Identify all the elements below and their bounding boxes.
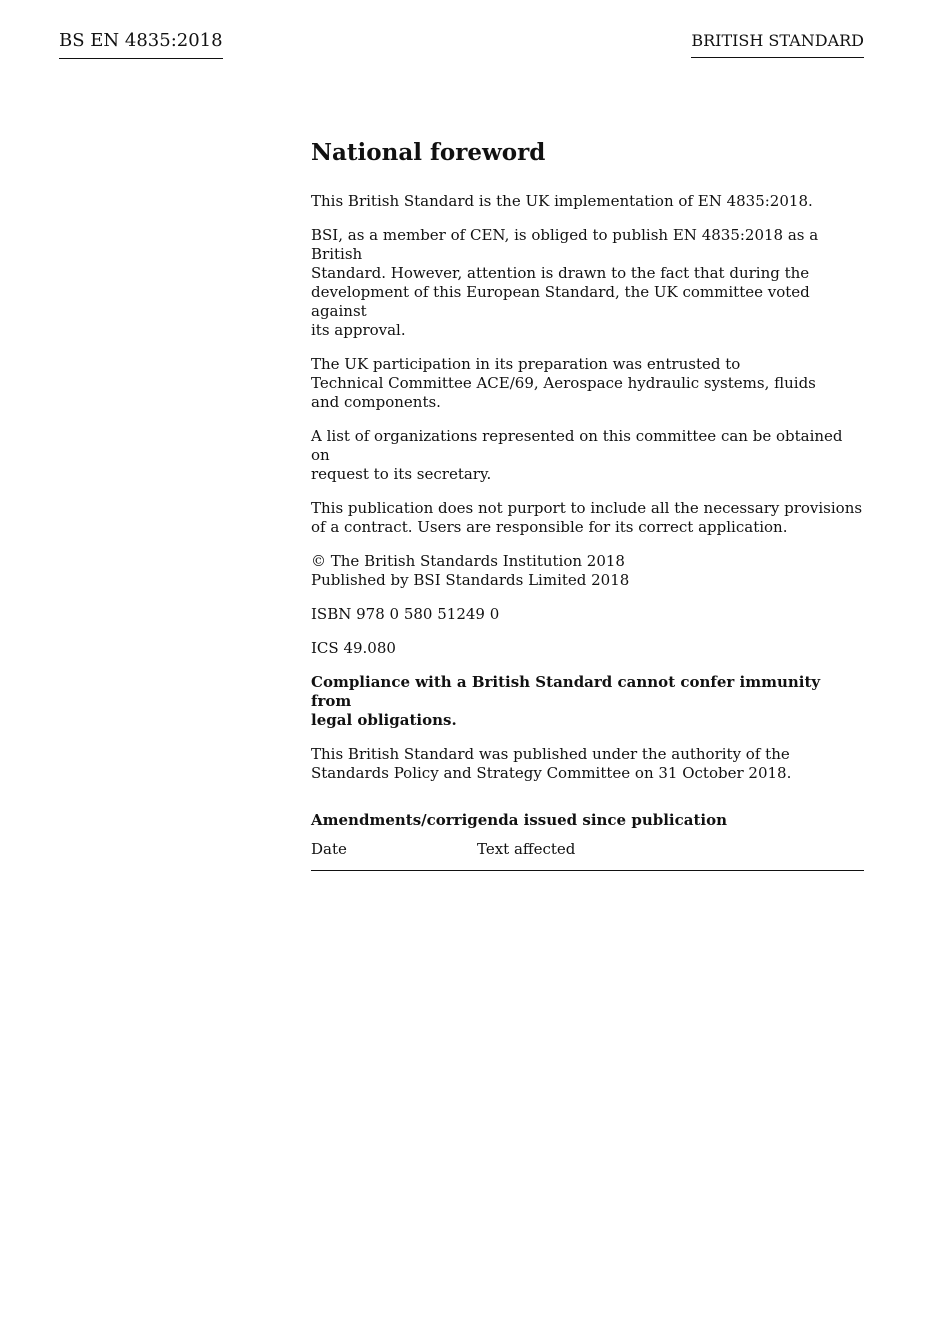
paragraph-uk-participation: The UK participation in its preparation was entrusted to Technical Committee ACE/69, Aerospace hydraulic systems, fluids and components. <box>311 355 816 411</box>
amendments-table <box>311 840 864 871</box>
header-document-id: BS EN 4835:2018 <box>59 30 223 59</box>
paragraph-ics: ICS 49.080 <box>311 639 396 657</box>
page-title: National foreword <box>311 139 546 166</box>
national-foreword-section <box>311 138 864 871</box>
paragraph-isbn: ISBN 978 0 580 51249 0 <box>311 605 500 623</box>
header-document-type: BRITISH STANDARD <box>691 31 864 58</box>
paragraph-copyright: © The British Standards Institution 2018 Published by BSI Standards Limited 2018 <box>311 552 630 589</box>
amendments-text-column-header: Text affected <box>477 840 576 858</box>
paragraph-cen-obligation: BSI, as a member of CEN, is obliged to publish EN 4835:2018 as a British Standard. However, attention is drawn to the fact that during the development of this European Standard, the UK committee voted against its approval. <box>311 226 819 339</box>
amendments-date-column-header: Date <box>311 840 347 858</box>
paragraph-authority: This British Standard was published under the authority of the Standards Policy and Strategy Committee on 31 October 2018. <box>311 745 792 782</box>
amendments-heading: Amendments/corrigenda issued since publication <box>311 811 727 829</box>
paragraph-committee-list: A list of organizations represented on this committee can be obtained on request to its secretary. <box>311 427 843 483</box>
paragraph-contract-provisions: This publication does not purport to include all the necessary provisions of a contract. Users are responsible for its correct application. <box>311 499 863 536</box>
paragraph-implementation: This British Standard is the UK implementation of EN 4835:2018. <box>311 192 813 210</box>
paragraph-compliance: Compliance with a British Standard cannot confer immunity from legal obligations. <box>311 673 821 729</box>
